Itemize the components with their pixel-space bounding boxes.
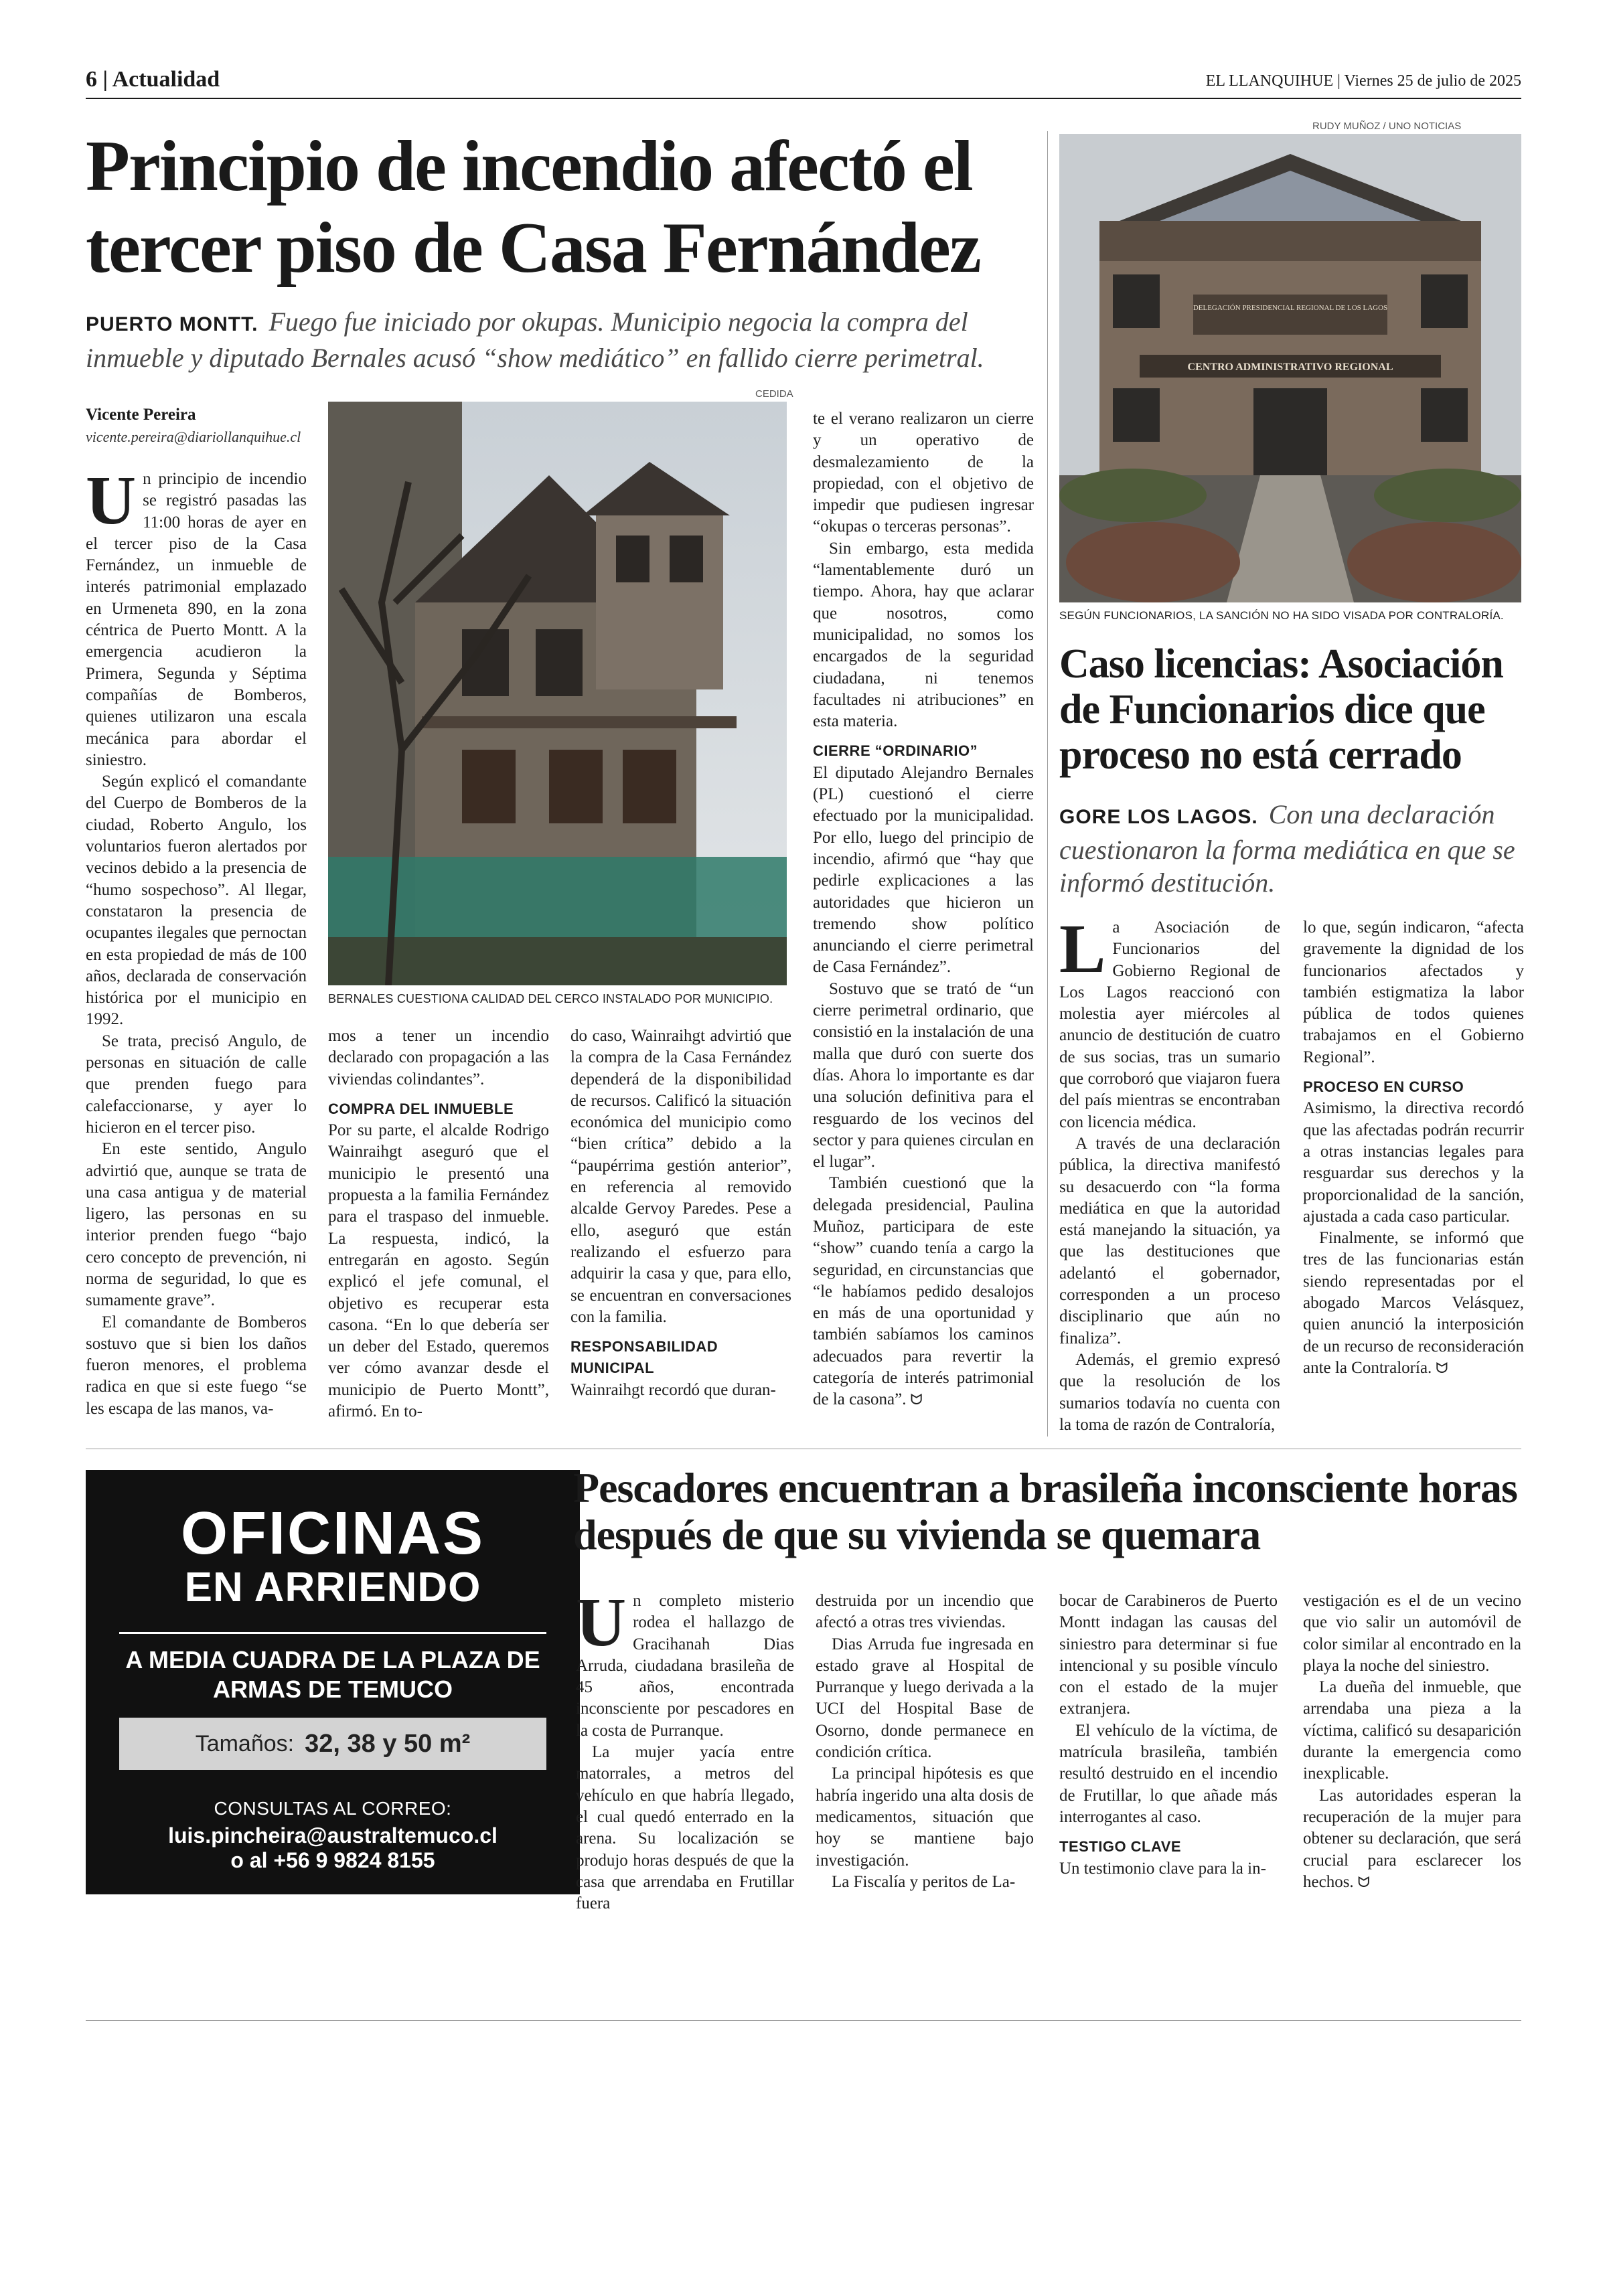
paragraph: Dias Arruda fue ingresada en estado grave al Hospital de Purranque y luego derivada a la UCI del Hospital Base de Osorno, donde permanece en condición crítica. bbox=[816, 1635, 1034, 1762]
ad-contact-email: luis.pincheira@australtemuco.cl bbox=[168, 1823, 498, 1848]
paragraph: El comandante de Bomberos sostuvo que si bien los daños fueron menores, el problema radica en que si este fuego “se les escapa de las manos, va- bbox=[86, 1313, 307, 1418]
paper-date-header: EL LLANQUIHUE | Viernes 25 de julio de 2025 bbox=[1205, 72, 1521, 90]
paragraph-text: Las autoridades esperan la recuperación de la mujer para obtener su declaración, que será crucial para esclarecer los hechos. bbox=[1303, 1786, 1521, 1891]
end-of-story-icon: ᗢ bbox=[910, 1391, 923, 1408]
side-headline: Caso licencias: Asociación de Funcionarios dice que proceso no está cerrado bbox=[1059, 641, 1503, 778]
main-col-1 bbox=[86, 462, 307, 1420]
ad-sizes-label: Tamaños: bbox=[195, 1730, 295, 1756]
house-photo bbox=[328, 402, 787, 985]
subhead-cierre: CIERRE “ORDINARIO” bbox=[813, 742, 978, 760]
paragraph: n completo misterio rodea el hallazgo de Gracihanah Dias Arruda, ciudadana brasileña de 45 años, encontrada inconsciente por pescadores en la costa de Purranque. bbox=[576, 1592, 794, 1740]
side-deck-text: Con una declaración cuestionaron la forma mediática en que se informó destitución. bbox=[1059, 799, 1515, 898]
side-photo-credit: RUDY MUÑOZ / UNO NOTICIAS bbox=[1312, 120, 1462, 132]
paragraph: lo que, según indicaron, “afecta gravemente la dignidad de los funcionarios afectados y también estigmatiza la labor pública de todos quienes trabajamos en el Gobierno Regional”. bbox=[1303, 918, 1524, 1066]
paragraph: bocar de Carabineros de Puerto Montt indagan las causas del siniestro para determinar si fue intencional y su posible vínculo con el estado de la mujer extranjera. bbox=[1059, 1592, 1278, 1718]
ad-sizes-value: 32, 38 y 50 m² bbox=[305, 1729, 471, 1758]
ad-title-2: EN ARRIENDO bbox=[184, 1564, 481, 1611]
paragraph bbox=[813, 1173, 1034, 1410]
author-name: Vicente Pereira bbox=[86, 406, 196, 424]
paragraph: Según explicó el comandante del Cuerpo de Bomberos de la ciudad, Roberto Angulo, los voluntarios fueron alertados por vecinos debido a la presencia de “humo sospechoso”. Al llegar, constataron la presencia de ocupantes ilegales que pernoctan en esta propiedad de más de 100 años, declarada de conservación histórica por el municipio en 1992. bbox=[86, 772, 307, 1029]
section-name: Actualidad bbox=[112, 67, 220, 92]
building-sign-text-1: DELEGACIÓN PRESIDENCIAL REGIONAL DE LOS LAGOS bbox=[1193, 304, 1388, 312]
paragraph: a Asociación de Funcionarios del Gobierno Regional de Los Lagos reaccionó con molestia ayer miércoles al anuncio de destitución de cuatro de sus socias, tras un sumario que corroboró que viajaron fuera del país mientras se encontraban con licencia médica. bbox=[1059, 918, 1280, 1131]
header-rule bbox=[86, 98, 1521, 99]
bottom-col-4 bbox=[1303, 1590, 1521, 1893]
side-col-2 bbox=[1303, 917, 1524, 1379]
paper-name: EL LLANQUIHUE bbox=[1205, 72, 1334, 90]
end-of-story-icon: ᗢ bbox=[1436, 1359, 1448, 1376]
subhead-testigo: TESTIGO CLAVE bbox=[1059, 1838, 1182, 1856]
paragraph: En este sentido, Angulo advirtió que, aunque se trata de una casa antigua y de material ligero, las personas en su interior prenden fuego “bajo cero concepto de prevención, ni norma de seguridad, lo que es sumamente grave”. bbox=[86, 1140, 307, 1310]
drop-cap: L bbox=[1059, 910, 1106, 987]
paragraph-text: También cuestionó que la delegada presidencial, Paulina Muñoz, participara de este “show” cuando tenía a cargo la seguridad, en circunstancias que “le habíamos pedido desalojos en más de una oportunidad y también sabíamos los caminos adecuados para revertir la categoría de interés patrimonial de la casona”. bbox=[813, 1174, 1034, 1409]
subhead-responsabilidad: RESPONSABILIDAD MUNICIPAL bbox=[570, 1338, 718, 1377]
ad-location: A MEDIA CUADRA DE LA PLAZA DE ARMAS DE TEMUCO bbox=[125, 1646, 540, 1703]
side-col-1 bbox=[1059, 910, 1280, 1436]
bottom-col-2 bbox=[816, 1590, 1034, 1893]
paragraph: mos a tener un incendio declarado con propagación a las viviendas colindantes”. bbox=[328, 1027, 549, 1088]
main-deck bbox=[86, 305, 1037, 375]
paragraph: La dueña del inmueble, que arrendaba una pieza a la víctima, calificó su desaparición durante la emergencia como inexplicable. bbox=[1303, 1678, 1521, 1783]
subhead-proceso: PROCESO EN CURSO bbox=[1303, 1078, 1464, 1096]
photo-credit: CEDIDA bbox=[755, 388, 793, 400]
paragraph: do caso, Wainraihgt advirtió que la compra de la Casa Fernández dependerá de la disponibilidad de recursos. Calificó la situación económica del municipio como “bien crítica” debido a la “paupérrima gestión anterior”, en referencia al removido alcalde Gervoy Paredes. Pese a ello, aseguró que están realizando el esfuerzo para adquirir la casa y que, para ello, se encuentran en conversaciones con la familia. bbox=[570, 1027, 791, 1326]
side-deck bbox=[1059, 798, 1528, 899]
paragraph: El vehículo de la víctima, de matrícula brasileña, también resultó destruido en el incendio de Frutillar, lo que añade más interrogantes al caso. bbox=[1059, 1721, 1278, 1826]
page-bottom-rule bbox=[86, 2020, 1521, 2021]
paragraph: A través de una declaración pública, la directiva manifestó su desacuerdo con “la forma mediática en que la autoridad está manejando la situación, ya que las destituciones que adelantó el gobernador, corresponden a un proceso disciplinario que aún no finaliza”. bbox=[1059, 1134, 1280, 1347]
column-divider bbox=[1047, 131, 1048, 1437]
author-email: vicente.pereira@diariollanquihue.cl bbox=[86, 428, 301, 445]
paragraph: Un testimonio clave para la in- bbox=[1059, 1859, 1266, 1878]
paragraph: Sostuvo que se trató de “un cierre perimetral ordinario, que consistió en la instalación de una malla que duró con suerte dos días. Ahora lo importante es dar una solución definitiva para el resguardo de los vecinos del sector y para quienes circulan en el lugar”. bbox=[813, 979, 1034, 1171]
main-kicker: PUERTO MONTT. bbox=[86, 313, 258, 335]
paragraph: Se trata, precisó Angulo, de personas en situación de calle que prenden fuego para calefaccionarse, y ayer lo hicieron en el tercer piso. bbox=[86, 1032, 307, 1137]
paragraph: te el verano realizaron un cierre y un operativo de desmalezamiento de la propiedad, con el objetivo de impedir que pudiesen ingresar “okupas o terceras personas”. bbox=[813, 410, 1034, 536]
paragraph: destruida por un incendio que afectó a otras tres viviendas. bbox=[816, 1592, 1034, 1632]
page-section-header: 6 | Actualidad bbox=[86, 67, 220, 92]
ad-sizes-box bbox=[119, 1718, 546, 1770]
building-photo-caption: SEGÚN FUNCIONARIOS, LA SANCIÓN NO HA SIDO VISADA POR CONTRALORÍA. bbox=[1059, 609, 1504, 622]
page-number: 6 bbox=[86, 67, 97, 92]
paragraph: Además, el gremio expresó que la resolución de los sumarios todavía no cuenta con la toma de razón de Contraloría, bbox=[1059, 1350, 1280, 1434]
house-illustration bbox=[328, 402, 787, 985]
paragraph: Wainraihgt recordó que duran- bbox=[570, 1380, 776, 1399]
paragraph: La principal hipótesis es que habría ingerido una alta dosis de medicamentos, situación que hoy se mantiene bajo investigación. bbox=[816, 1765, 1034, 1870]
paragraph: La Fiscalía y peritos de La- bbox=[832, 1872, 1016, 1891]
drop-cap: U bbox=[576, 1584, 627, 1661]
paragraph: Sin embargo, esta medida “lamentablemente duró un tiempo. Ahora, hay que aclarar que nosotros, como municipalidad, no somos los encargados de la seguridad ciudadana, ni tenemos facultades ni atribuciones” en esta materia. bbox=[813, 539, 1034, 731]
building-photo bbox=[1059, 134, 1521, 602]
main-col-2 bbox=[328, 1026, 549, 1422]
building-illustration bbox=[1059, 134, 1521, 602]
office-rental-ad bbox=[86, 1470, 580, 1894]
paragraph bbox=[1303, 1228, 1524, 1379]
subhead-compra: COMPRA DEL INMUEBLE bbox=[328, 1100, 514, 1117]
paragraph bbox=[1303, 1785, 1521, 1893]
main-deck-text: Fuego fue iniciado por okupas. Municipio negocia la compra del inmueble y diputado Bernales acusó “show mediático” en fallido cierre perimetral. bbox=[86, 307, 984, 373]
main-headline: Principio de incendio afectó el tercer piso de Casa Fernández bbox=[86, 127, 980, 288]
ad-divider bbox=[119, 1632, 546, 1634]
end-of-story-icon: ᗢ bbox=[1357, 1873, 1370, 1890]
bottom-col-3 bbox=[1059, 1590, 1278, 1880]
issue-date: Viernes 25 de julio de 2025 bbox=[1344, 72, 1521, 90]
building-sign-text-2: CENTRO ADMINISTRATIVO REGIONAL bbox=[1187, 361, 1393, 373]
drop-cap: U bbox=[86, 462, 137, 539]
ad-contact bbox=[86, 1798, 580, 1873]
paragraph: Por su parte, el alcalde Rodrigo Wainraihgt aseguró que el municipio le presentó una propuesta a la familia Fernández para el traspaso del inmueble. La respuesta, indicó, la entregarán en agosto. Según explicó el jefe comunal, el objetivo es recuperar esta casona. “En lo que debería ser un deber del Estado, queremos ver cómo avanzar desde el municipio de Puerto Montt”, afirmó. En to- bbox=[328, 1121, 549, 1421]
paragraph-text: Finalmente, se informó que tres de las funcionarias están siendo representadas por el abogado Marcos Velásquez, quien anunció la interposición de un recurso de reconsideración ante la Contraloría. bbox=[1303, 1229, 1524, 1377]
side-kicker: GORE LOS LAGOS. bbox=[1059, 806, 1258, 828]
bottom-headline: Pescadores encuentran a brasileña inconsciente horas después de que su vivienda se quemara bbox=[573, 1464, 1517, 1558]
main-col-4 bbox=[813, 408, 1034, 1411]
paragraph: vestigación es el de un vecino que vio salir un automóvil de color similar al encontrado en la playa la noche del siniestro. bbox=[1303, 1592, 1521, 1675]
ad-contact-phone: o al +56 9 9824 8155 bbox=[230, 1848, 435, 1872]
paragraph: El diputado Alejandro Bernales (PL) cuestionó el cierre efectuado por la municipalidad. Por ello, luego del principio de incendio, afirmó que “hay que pedirle explicaciones a las autoridades que hicieron un tremendo show político anunciando el cierre perimetral de Casa Fernández”. bbox=[813, 763, 1034, 977]
main-col-3 bbox=[570, 1026, 791, 1401]
house-photo-caption: BERNALES CUESTIONA CALIDAD DEL CERCO INSTALADO POR MUNICIPIO. bbox=[328, 992, 773, 1005]
paragraph: Asimismo, la directiva recordó que las afectadas podrán recurrir a otras instancias legales para resguardar sus derechos y la proporcionalidad de la sanción, ajustada a cada caso particular. bbox=[1303, 1099, 1524, 1226]
ad-title-1: OFICINAS bbox=[180, 1500, 485, 1567]
bottom-col-1 bbox=[576, 1584, 794, 1914]
paragraph: n principio de incendio se registró pasadas las 11:00 horas de ayer en el tercer piso de la Casa Fernández, un inmueble de interés patrimonial emplazado en Urmeneta 890, en la zona céntrica de Puerto Montt. A la emergencia acudieron la Primera, Segunda y Séptima compañías de Bomberos, quienes utilizaron una escala mecánica para abordar el siniestro. bbox=[86, 470, 307, 769]
paragraph: La mujer yacía entre matorrales, a metros del vehículo en que habría llegado, el cual quedó enterrado en la arena. Su localización se produjo horas después de que la casa que arrendaba en Frutillar fuera bbox=[576, 1743, 794, 1913]
ad-contact-label: CONSULTAS AL CORREO: bbox=[214, 1798, 452, 1819]
